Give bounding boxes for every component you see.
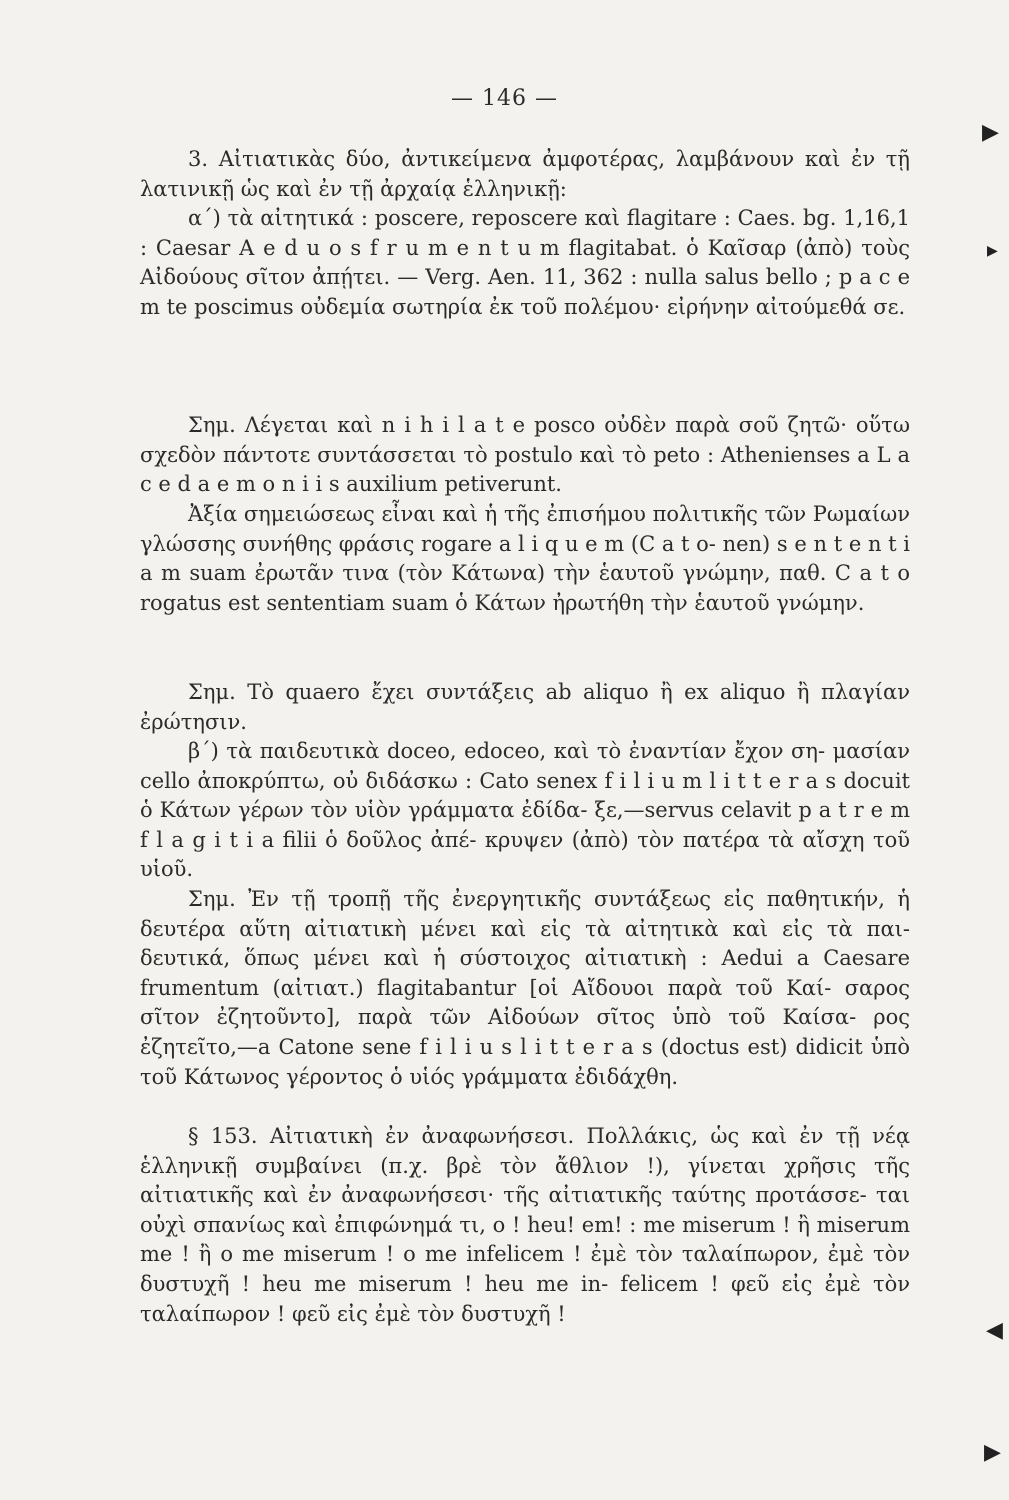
- paragraph-4: Ἀξία σημειώσεως εἶναι καὶ ἡ τῆς ἐπισήμου πολιτικῆς τῶν Ρωμαίων γλώσσης συνήθης φράσις rogare a l i q u e m (C a t o- nen) s e n t e n t i a m suam ἐρωτᾶν τινα (τὸν Κάτωνα) τὴν ἑαυτοῦ γνώμην, παθ. C a t o rogatus est sententiam suam ὁ Κάτων ἠρωτήθη τὴν ἑαυτοῦ γνώμην.: [140, 502, 910, 615]
- margin-mark-icon: ◀: [986, 1318, 1003, 1343]
- paragraph-1: 3. Αἰτιατικὰς δύο, ἀντικείμενα ἀμφοτέρας, λαμβάνουν καὶ ἐν τῇ λατινικῇ ὡς καὶ ἐν τῇ ἀρχαίᾳ ἑλληνικῇ:: [140, 147, 910, 201]
- paragraph-6: β΄) τὰ παιδευτικὰ doceo, edoceo, καὶ τὸ ἐναντίαν ἔχον ση- μασίαν cello ἀποκρύπτω, οὐ διδάσκω : Cato senex f i l i u m l i t t e r a s docuit ὁ Κάτων γέρων τὸν υἱὸν γράμματα ἐδίδα- ξε,—servus celavit p a t r e m f l a g i t i a filii ὁ δοῦλος ἀπέ- κρυψεν (ἀπὸ) τὸν πατέρα τὰ αἴσχη τοῦ υἱοῦ.: [140, 739, 910, 882]
- paragraph-7: Σημ. Ἐν τῇ τροπῇ τῆς ἐνεργητικῆς συντάξεως εἰς παθητικήν, ἡ δευτέρα αὕτη αἰτιατικὴ μένει καὶ εἰς τὰ αἰτητικὰ καὶ εἰς τὰ παι- δευτικά, ὅπως μένει καὶ ἡ σύστοιχος αἰτιατικὴ : Aedui a Caesare frumentum (αἰτιατ.) flagitabantur [οἱ Αἴδουοι παρὰ τοῦ Καί- σαρος σῖτον ἐζητοῦντο], παρὰ τῶν Αἰδούων σῖτος ὑπὸ τοῦ Καίσα- ρος ἐζητεῖτο,—a Catone sene f i l i u s l i t t e r a s (doctus est) didicit ὑπὸ τοῦ Κάτωνος γέροντος ὁ υἱός γράμματα ἐδιδάχθη.: [140, 887, 910, 1089]
- paragraph-8: § 153. Αἰτιατικὴ ἐν ἀναφωνήσεσι. Πολλάκις, ὡς καὶ ἐν τῇ νέᾳ ἑλληνικῇ συμβαίνει (π.χ. βρὲ τὸν ἄθλιον !), γίνεται χρῆσις τῆς αἰτιατικῆς καὶ ἐν ἀναφωνήσεσι· τῆς αἰτιατικῆς ταύτης προτάσσε- ται οὐχὶ σπανίως καὶ ἐπιφώνημά τι, o ! heu! em! : me miserum ! ἢ miserum me ! ἢ o me miserum ! o me infelicem ! ἐμὲ τὸν ταλαίπωρον, ἐμὲ τὸν δυστυχῆ ! heu me miserum ! heu me in- felicem ! φεῦ εἰς ἐμὲ τὸν ταλαίπωρον ! φεῦ εἰς ἐμὲ τὸν δυστυχῆ !: [140, 1124, 910, 1326]
- page-text: [140, 145, 910, 1359]
- page-number: — 146 —: [451, 86, 558, 111]
- margin-mark-icon: ▶: [987, 243, 998, 259]
- paragraph-3: Σημ. Λέγεται καὶ n i h i l a t e posco οὐδὲν παρὰ σοῦ ζητῶ· οὕτω σχεδὸν πάντοτε συντάσσεται τὸ postulo καὶ τὸ peto : Athenienses a L a c e d a e m o n i i s auxilium petiverunt.: [140, 413, 910, 497]
- margin-mark-icon: ▶: [984, 1440, 1001, 1465]
- paragraph-5: Σημ. Τὸ quaero ἔχει συντάξεις ab aliquo ἢ ex aliquo ἢ πλαγίαν ἐρώτησιν.: [140, 680, 910, 734]
- paragraph-2: α΄) τὰ αἰτητικά : poscere, reposcere καὶ flagitare : Caes. bg. 1,16,1 : Caesar A e d u o s f r u m e n t u m flagitabat. ὁ Καῖσαρ (ἀπὸ) τοὺς Αἰδούους σῖτον ἀπῄτει. — Verg. Aen. 11, 362 : nulla salus bello ; p a c e m te poscimus οὐδεμία σωτηρία ἐκ τοῦ πολέμου· εἰρήνην αἰτούμεθά σε.: [140, 206, 910, 319]
- margin-mark-icon: ▶: [982, 120, 999, 145]
